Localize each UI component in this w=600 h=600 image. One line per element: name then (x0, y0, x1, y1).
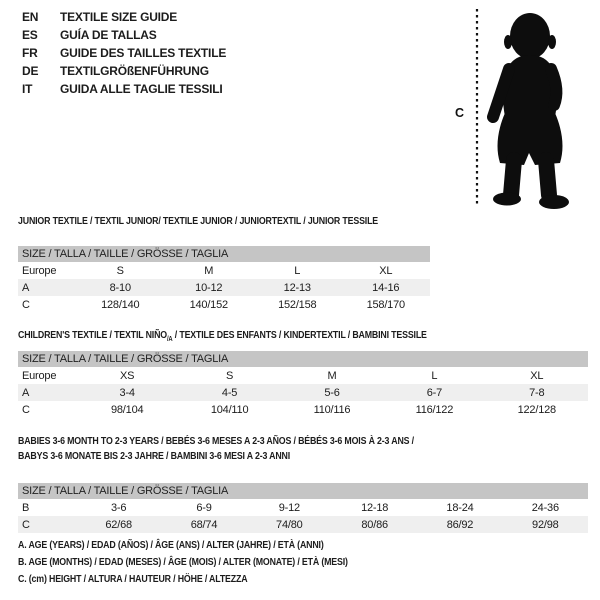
size-cell: 6-7 (426, 386, 443, 399)
size-cell: S (226, 369, 234, 382)
row-label: A (22, 281, 30, 294)
size-cell: M (204, 264, 214, 277)
size-cell: 158/170 (366, 298, 405, 311)
language-text: GUIDA ALLE TAGLIE TESSILI (60, 82, 223, 96)
size-cell: 104/110 (210, 403, 249, 416)
title-text-line1: BABIES 3-6 MONTH TO 2-3 YEARS / BEBÉS 3-6 MESES A 2-3 AÑOS / BÉBÉS 3-6 MOIS À 2-3 ANS / (18, 435, 414, 447)
legend (18, 537, 411, 588)
language-row-de (22, 62, 226, 80)
size-cell: 110/116 (313, 403, 351, 416)
table-row-months (18, 499, 588, 516)
language-text: TEXTILGRÖßENFÜHRUNG (60, 64, 209, 78)
size-cell: 8-10 (109, 281, 131, 294)
size-header-bar: SIZE / TALLA / TAILLE / GRÖSSE / TAGLIA (18, 246, 430, 262)
babies-textile-title (18, 434, 489, 464)
height-label: C (455, 106, 465, 120)
size-cell: 24-36 (531, 501, 559, 514)
language-code: IT (22, 82, 33, 96)
size-cell: L (294, 264, 301, 277)
table-row-height (18, 516, 588, 533)
language-row-en (22, 8, 226, 26)
junior-textile-table (18, 246, 430, 313)
row-label: Europe (22, 369, 57, 382)
size-cell: 68/74 (190, 518, 218, 531)
size-table (18, 262, 430, 313)
language-text: TEXTILE SIZE GUIDE (60, 10, 178, 24)
size-header-bar: SIZE / TALLA / TAILLE / GRÖSSE / TAGLIA (18, 351, 588, 367)
size-cell: 10-12 (195, 281, 223, 294)
size-cell: M (327, 369, 337, 382)
babies-textile-table (18, 483, 588, 533)
title-text: JUNIOR TEXTILE / TEXTIL JUNIOR/ TEXTILE JUNIOR / JUNIORTEXTIL / JUNIOR TESSILE (18, 215, 379, 227)
language-code: FR (22, 46, 38, 60)
language-code: ES (22, 28, 38, 42)
language-text: GUIDE DES TAILLES TEXTILE (60, 46, 227, 60)
size-table (18, 499, 588, 533)
table-row-age (18, 279, 430, 296)
legend-line-a: A. AGE (YEARS) / EDAD (AÑOS) / ÂGE (ANS) / ALTER (JAHRE) / ETÀ (ANNI) (18, 539, 324, 551)
row-label: C (22, 403, 30, 416)
children-textile-table (18, 351, 588, 418)
table-row-age (18, 384, 588, 401)
children-textile-title (18, 329, 505, 343)
table-row-height (18, 401, 588, 418)
table-row-height (18, 296, 430, 313)
size-cell: 74/80 (276, 518, 303, 531)
baby-silhouette-figure (450, 5, 590, 215)
size-cell: 3-4 (119, 386, 135, 399)
row-label: C (22, 518, 30, 531)
size-cell: L (431, 369, 438, 382)
language-code: DE (22, 64, 39, 78)
size-cell: XL (379, 264, 393, 277)
language-row-fr (22, 44, 226, 62)
size-table (18, 367, 588, 418)
size-cell: 12-18 (361, 501, 389, 514)
size-cell: 98/104 (110, 403, 144, 416)
language-code: EN (22, 10, 39, 24)
size-cell: 116/122 (415, 403, 454, 416)
size-cell: 3-6 (111, 501, 127, 514)
size-cell: 128/140 (101, 298, 140, 311)
size-cell: 86/92 (446, 518, 474, 531)
size-header-bar: SIZE / TALLA / TAILLE / GRÖSSE / TAGLIA (18, 483, 588, 499)
row-label: B (22, 501, 30, 514)
size-cell: 14-16 (372, 281, 400, 294)
size-cell: XS (120, 369, 135, 382)
size-cell: 5-6 (324, 386, 340, 399)
junior-textile-title (18, 215, 447, 227)
size-cell: XL (530, 369, 544, 382)
size-cell: 80/86 (361, 518, 388, 531)
language-text: GUÍA DE TALLAS (60, 28, 157, 42)
row-label: A (22, 386, 30, 399)
legend-line-c: C. (cm) HEIGHT / ALTURA / HAUTEUR / HÖHE / ALTEZZA (18, 573, 248, 585)
row-label: Europe (22, 264, 57, 277)
language-row-es (22, 26, 226, 44)
size-cell: 18-24 (446, 501, 474, 514)
title-text-line2: BABYS 3-6 MONATE BIS 2-3 JAHRE / BAMBINI 3-6 MESI A 2-3 ANNI (18, 450, 291, 462)
size-cell: 140/152 (189, 298, 228, 311)
size-cell: 9-12 (278, 501, 300, 514)
title-text: CHILDREN'S TEXTILE / TEXTIL $NIÑO_{/A}$ / TEXTILE DES ENFANTS / KINDERTEXTIL / BAMBINI TESSILE (18, 329, 427, 344)
row-label: C (22, 298, 30, 311)
table-row-europe (18, 367, 588, 384)
size-cell: 122/128 (517, 403, 556, 416)
language-row-it (22, 80, 226, 98)
size-cell: 12-13 (283, 281, 311, 294)
size-cell: 152/158 (278, 298, 317, 311)
toddler-silhouette-icon (493, 13, 569, 209)
size-cell: 7-8 (529, 386, 545, 399)
size-cell: 62/68 (105, 518, 132, 531)
legend-line-b: B. AGE (MONTHS) / EDAD (MESES) / ÂGE (MOIS) / ALTER (MONATE) / ETÀ (MESI) (18, 556, 348, 568)
table-row-europe (18, 262, 430, 279)
size-cell: 92/98 (532, 518, 559, 531)
language-list (22, 8, 226, 98)
size-cell: S (116, 264, 124, 277)
size-cell: 4-5 (221, 386, 238, 399)
size-cell: 6-9 (196, 501, 212, 514)
